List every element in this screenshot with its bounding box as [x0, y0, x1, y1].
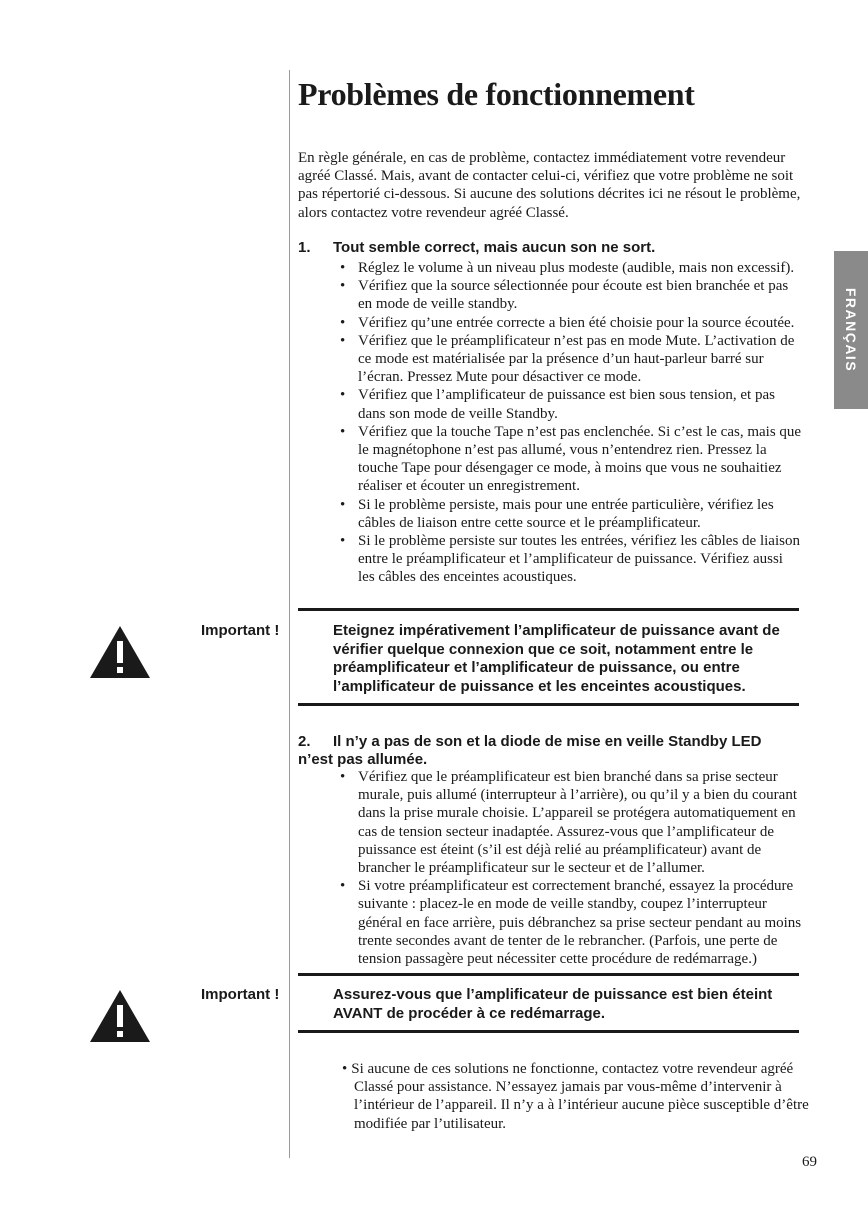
divider-line	[298, 608, 799, 611]
list-item: • Si le problème persiste, mais pour une entrée particulière, vérifiez les câbles de liaison entre cette source et le préamplificateur.	[340, 496, 774, 531]
list-item: • Si le problème persiste sur toutes les entrées, vérifiez les câbles de liaison entre le préamplificateur et l’amplificateur de puissance. Vérifiez aussi les câbles des enceintes acoustiques.	[340, 533, 800, 586]
divider-line	[298, 973, 799, 976]
warning-icon	[88, 988, 152, 1044]
warning-icon	[88, 624, 152, 680]
section-1-number: 1.	[298, 239, 311, 256]
divider-line	[298, 703, 799, 706]
list-item: • Vérifiez qu’une entrée correcte a bien été choisie pour la source écoutée.	[340, 314, 795, 331]
section-1-title: Tout semble correct, mais aucun son ne sort.	[333, 239, 656, 256]
list-item: • Vérifiez que le préamplificateur est bien branché dans sa prise secteur murale, puis allumé (interrupteur à l’arrière), ou qu’il y a bien du courant dans la prise murale choisie. L’appareil se protégera automatiquement en cas de tension secteur inadaptée. Assurez-vous que l’amplificateur de puissance est éteint (s’il est déjà relié au préamplificateur) avant de brancher le préamplificateur sur le secteur et de l’allumer.	[340, 769, 797, 877]
important-label: Important !	[201, 622, 280, 639]
language-tab	[834, 251, 868, 409]
list-item: • Réglez le volume à un niveau plus modeste (audible, mais non excessif).	[340, 260, 795, 276]
page-title: Problèmes de fonctionnement	[298, 76, 695, 112]
section-2-bullet-list	[332, 768, 802, 968]
margin-rule	[289, 70, 290, 1158]
list-item: • Vérifiez que l’amplificateur de puissance est bien sous tension, et pas dans son mode de veille Standby.	[340, 387, 775, 422]
list-item: • Si votre préamplificateur est correctement branché, essayez la procédure suivante : placez-le en mode de veille standby, coupez l’interrupteur général en face arrière, puis débranchez sa prise secteur pendant au moins trente secondes avant de tenter de le rebrancher. (Parfois, une perte de tension passagère peut nécessiter cette procédure de redémarrage.)	[340, 878, 802, 968]
important-warning-text: Assurez-vous que l’amplificateur de puissance est bien éteint AVANT de procéder à ce redémarrage.	[333, 986, 773, 1022]
list-item: • Vérifiez que la source sélectionnée pour écoute est bien branchée et pas en mode de veille standby.	[340, 278, 789, 313]
important-warning-text: Eteignez impérativement l’amplificateur de puissance avant de vérifier quelque connexion que ce soit, notamment entre le préamplificateur et l’amplificateur de puissance, ou entre l’amplificateur de puissance et les enceintes acoustiques.	[333, 622, 780, 695]
intro-paragraph: En règle générale, en cas de problème, contactez immédiatement votre revendeur agréé Classé. Mais, avant de contacter celui-ci, vérifiez que votre problème ne soit pas répertorié ci-dessous. Si aucune des solutions décrites ici ne résout le problème, alors contactez votre revendeur agréé Classé.	[298, 150, 801, 221]
section-1-heading	[298, 239, 798, 257]
list-item: • Vérifiez que le préamplificateur n’est pas en mode Mute. L’activation de ce mode est matérialisée par la présence d’un haut-parleur barré sur l’écran. Pressez Mute pour désactiver ce mode.	[340, 332, 795, 386]
final-note-list	[332, 1060, 812, 1133]
section-2-number: 2.	[298, 733, 311, 750]
section-2-heading	[298, 733, 798, 769]
section-1-bullet-list	[332, 259, 802, 587]
important-label: Important !	[201, 986, 280, 1003]
language-tab-label: FRANÇAIS	[843, 287, 859, 373]
divider-line	[298, 1030, 799, 1033]
list-item: • Vérifiez que la touche Tape n’est pas enclenchée. Si c’est le cas, mais que le magnétophone n’est pas allumé, vous n’entendrez rien. Pressez la touche Tape pour désengager ce mode, à moins que vous ne souhaitiez réaliser et écouter un enregistrement.	[340, 423, 802, 495]
page-number: 69	[802, 1154, 817, 1170]
list-item: • Si aucune de ces solutions ne fonctionne, contactez votre revendeur agréé Classé pour assistance. N’essayez jamais par vous-même d’intervenir à l’intérieur de l’appareil. Il n’y a à l’intérieur aucune pièce susceptible d’être modifiée par l’utilisateur.	[342, 1061, 809, 1132]
section-2-title: Il n’y a pas de son et la diode de mise en veille Standby LED n’est pas allumée.	[298, 733, 762, 768]
